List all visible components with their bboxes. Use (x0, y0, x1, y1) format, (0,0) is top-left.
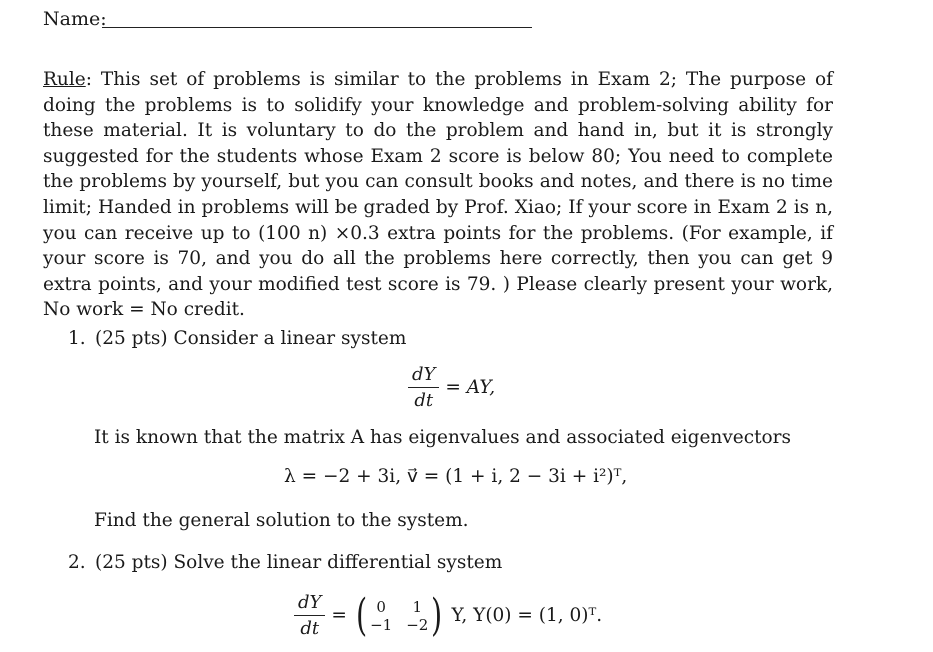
matrix-cell: −2 (406, 615, 429, 634)
matrix-cell: −1 (370, 615, 393, 634)
rule-label: Rule (43, 69, 86, 90)
fraction-numerator-2: dY (298, 592, 322, 613)
problem-1-equation (408, 364, 495, 411)
problem-1-number: 1. (68, 328, 86, 349)
equals-sign: = (331, 605, 347, 626)
matrix-cell: 0 (376, 597, 386, 616)
problem-2-intro-text: (25 pts) Solve the linear differential system (95, 552, 503, 573)
problem-1-intro (68, 328, 406, 349)
matrix-cell: 1 (412, 597, 423, 616)
fraction-denominator: dt (414, 390, 434, 411)
problem-2-equation (294, 589, 603, 641)
fraction-numerator: dY (412, 364, 436, 385)
matrix-grid (370, 598, 428, 634)
rule-text: : This set of problems is similar to the problems in Exam 2; The purpose of doing the problems is to solidify your knowledge and problem-solving ability for these material. It is voluntary to do the problem and hand in, but it is strongly suggested for the students whose Exam 2 score is below 80; You need to complete the problems by yourself, but you can consult books and notes, and there is no time limit; Handed in problems will be graded by Prof. Xiao; If your score in Exam 2 is n, you can receive up to (100 n) ×0.3 extra points for the problems. (For example, if your score is 70, and you do all the problems here correctly, then you can get 9 extra points, and your modified test score is 79. ) Please clearly present your work, No work = No credit. (43, 69, 833, 321)
right-paren: ) (431, 589, 443, 641)
problem-1-intro-text: (25 pts) Consider a linear system (95, 328, 407, 349)
rule-paragraph (43, 67, 833, 323)
eigen-equation: λ = −2 + 3i, v⃗ = (1 + i, 2 − 3i + i²)ᵀ, (284, 466, 628, 487)
name-label: Name: (43, 8, 107, 30)
problem-1-find-text: Find the general solution to the system. (94, 510, 469, 531)
equation-tail: Y, Y(0) = (1, 0)ᵀ. (451, 605, 603, 626)
coefficient-matrix (353, 589, 446, 641)
name-blank-line (102, 27, 532, 28)
derivative-fraction-2 (294, 592, 325, 639)
problem-2-number: 2. (68, 552, 86, 573)
problem-2-intro (68, 552, 502, 573)
problem-1-known-text: It is known that the matrix A has eigenvalues and associated eigenvectors (94, 427, 792, 448)
left-paren: ( (355, 589, 368, 641)
fraction-denominator-2: dt (300, 618, 320, 639)
derivative-fraction (408, 364, 439, 411)
equation-rhs: = AY, (445, 377, 496, 398)
